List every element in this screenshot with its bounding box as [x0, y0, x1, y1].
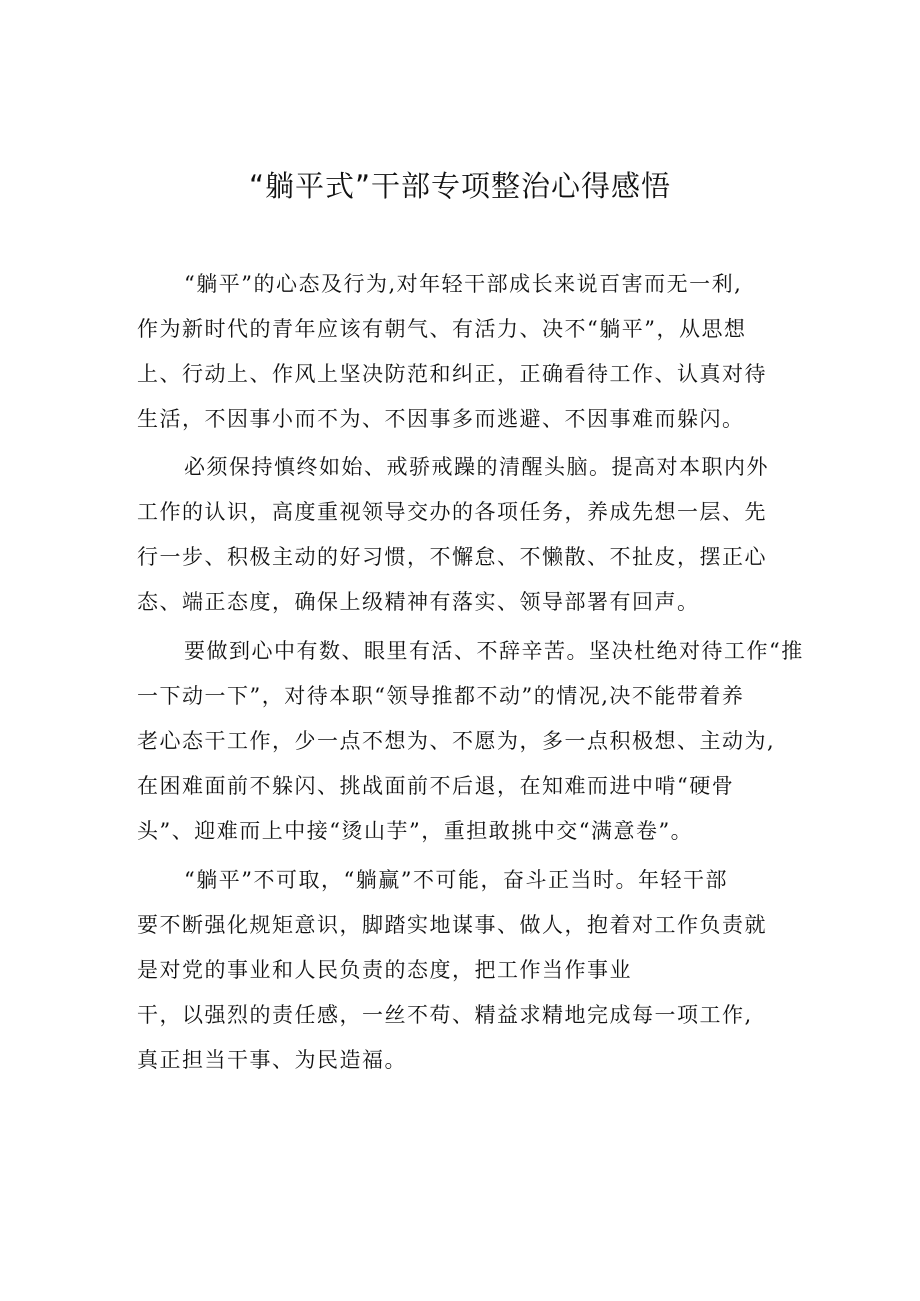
paragraph-line: 生活，不因事小而不为、不因事多而逃避、不因事难而躲闪。: [137, 407, 745, 431]
paragraph-line: 必须保持慎终如始、戒骄戒躁的清醒头脑。提高对本职内外: [184, 455, 769, 479]
paragraph-line: “躺平”的心态及行为,对年轻干部成长来说百害而无一利,: [184, 272, 743, 296]
page-title: “躺平式”干部专项整治心得感悟: [248, 169, 672, 203]
paragraph-line: 一下动一下”，对待本职“领导推都不动”的情况,决不能带着养: [137, 684, 745, 708]
paragraph-line: 态、端正态度，确保上级精神有落实、领导部署有回声。: [137, 590, 700, 614]
paragraph-line: 要不断强化规矩意识，脚踏实地谋事、做人，抱着对工作负责就: [137, 913, 767, 937]
paragraph-line: 是对党的事业和人民负责的态度，把工作当作事业: [137, 958, 632, 982]
paragraph-line: “躺平”不可取，“躺赢”不可能，奋斗正当时。年轻干部: [184, 868, 728, 892]
paragraph-line: 上、行动上、作风上坚决防范和纠正，正确看待工作、认真对待: [137, 362, 767, 386]
paragraph-line: 要做到心中有数、眼里有活、不辞辛苦。坚决杜绝对待工作“推: [184, 639, 804, 663]
paragraph-line: 头”、迎难而上中接“烫山芋”，重担敢挑中交“满意卷”。: [137, 819, 694, 843]
paragraph-line: 老心态干工作，少一点不想为、不愿为，多一点积极想、主动为,: [137, 729, 776, 753]
paragraph-line: 在困难面前不躲闪、挑战面前不后退，在知难而进中啃“硬骨: [137, 774, 735, 798]
paragraph-line: 行一步、积极主动的好习惯，不懈怠、不懒散、不扯皮，摆正心: [137, 545, 767, 569]
paragraph-line: 作为新时代的青年应该有朝气、有活力、决不“躺平”，从思想: [137, 317, 747, 341]
paragraph-line: 干，以强烈的责任感，一丝不苟、精益求精地完成每一项工作,: [137, 1003, 753, 1027]
paragraph-line: 真正担当干事、为民造福。: [137, 1048, 407, 1072]
paragraph-line: 工作的认识，高度重视领导交办的各项任务，养成先想一层、先: [137, 500, 767, 524]
